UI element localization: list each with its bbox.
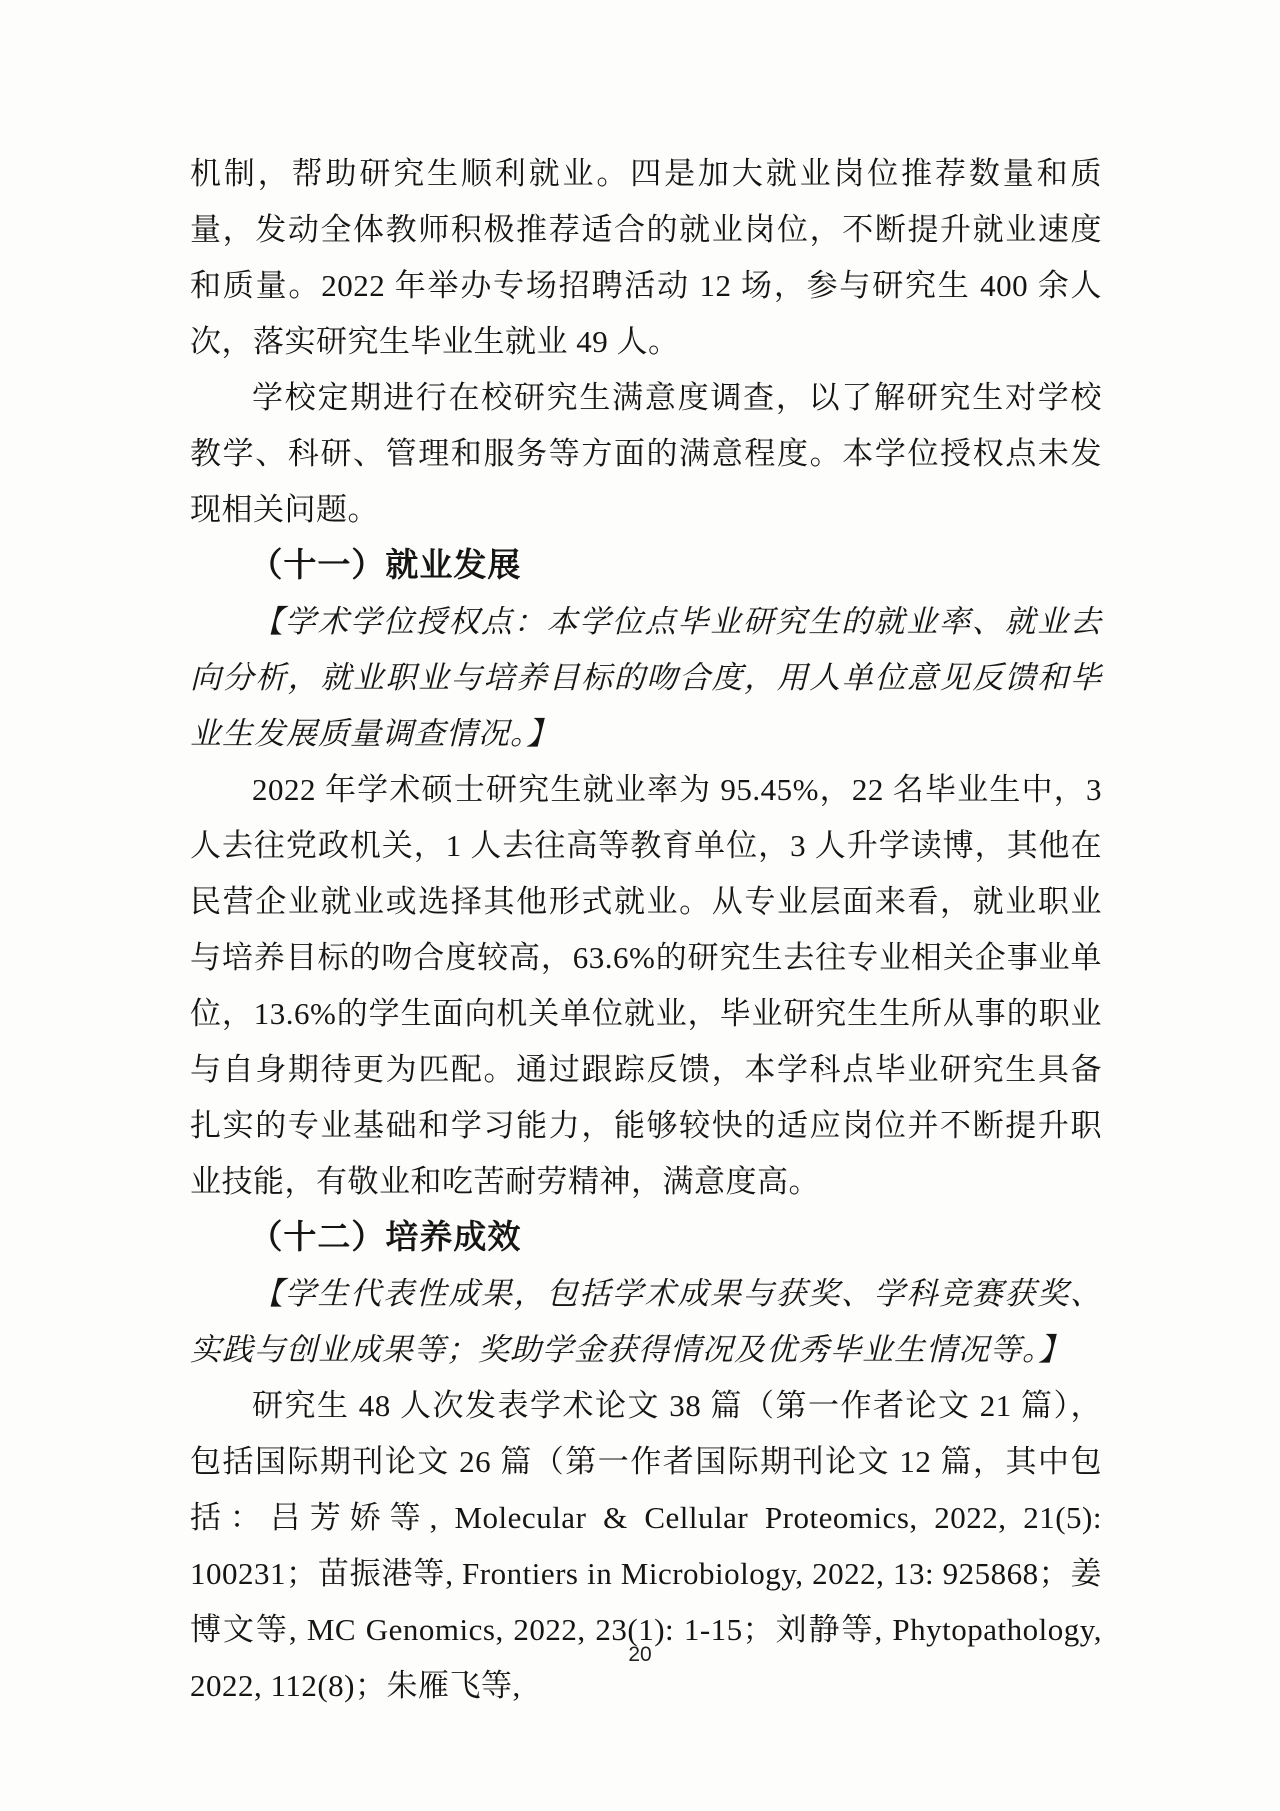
body-paragraph-satisfaction-survey: 学校定期进行在校研究生满意度调查，以了解研究生对学校教学、科研、管理和服务等方面的满意程度。本学位授权点未发现相关问题。 (190, 380, 1102, 527)
body-paragraph-employment-statistics: 2022 年学术硕士研究生就业率为 95.45%，22 名毕业生中，3 人去往党政机关，1 人去往高等教育单位，3 人升学读博，其他在民营企业就业或选择其他形式就业。从专业层面来看，就业职业与培养目标的吻合度较高，63.6%的研究生去往专业相关企事业单位，13.6%的学生面向机关单位就业，毕业研究生生所从事的职业与自身期待更为匹配。通过跟踪反馈，本学科点毕业研究生具备扎实的专业基础和学习能力，能够较快的适应岗位并不断提升职业技能，有敬业和吃苦耐劳精神，满意度高。 (190, 772, 1102, 1199)
section-heading-employment-development: （十一）就业发展 (249, 548, 522, 584)
body-paragraph-publications: 研究生 48 人次发表学术论文 38 篇（第一作者论文 21 篇），包括国际期刊论文 26 篇（第一作者国际期刊论文 12 篇，其中包括：吕芳娇等, Molecular & Cellular Proteomics, 2022, 21(5): 100231；苗振港等, Frontiers in Microbiology, 2022, 13: 925868；姜博文等, MC Genomics, 2022, 23(1): 1-15；刘静等, Phytopathology, 2022, 112(8)；朱雁飞等, (190, 1388, 1102, 1703)
bracket-note-student-achievements-scope: 【学生代表性成果，包括学术成果与获奖、学科竞赛获奖、实践与创业成果等；奖助学金获得情况及优秀毕业生情况等。】 (190, 1276, 1102, 1367)
page-number: 20 (628, 1643, 652, 1666)
page-content (190, 146, 1102, 1714)
body-paragraph-employment-measures: 机制，帮助研究生顺利就业。四是加大就业岗位推荐数量和质量，发动全体教师积极推荐适合的就业岗位，不断提升就业速度和质量。2022 年举办专场招聘活动 12 场，参与研究生 400 余人次，落实研究生毕业生就业 49 人。 (190, 156, 1102, 359)
bracket-note-employment-scope: 【学术学位授权点：本学位点毕业研究生的就业率、就业去向分析，就业职业与培养目标的吻合度，用人单位意见反馈和毕业生发展质量调查情况。】 (190, 604, 1102, 751)
section-heading-training-outcomes: （十二）培养成效 (249, 1220, 522, 1256)
